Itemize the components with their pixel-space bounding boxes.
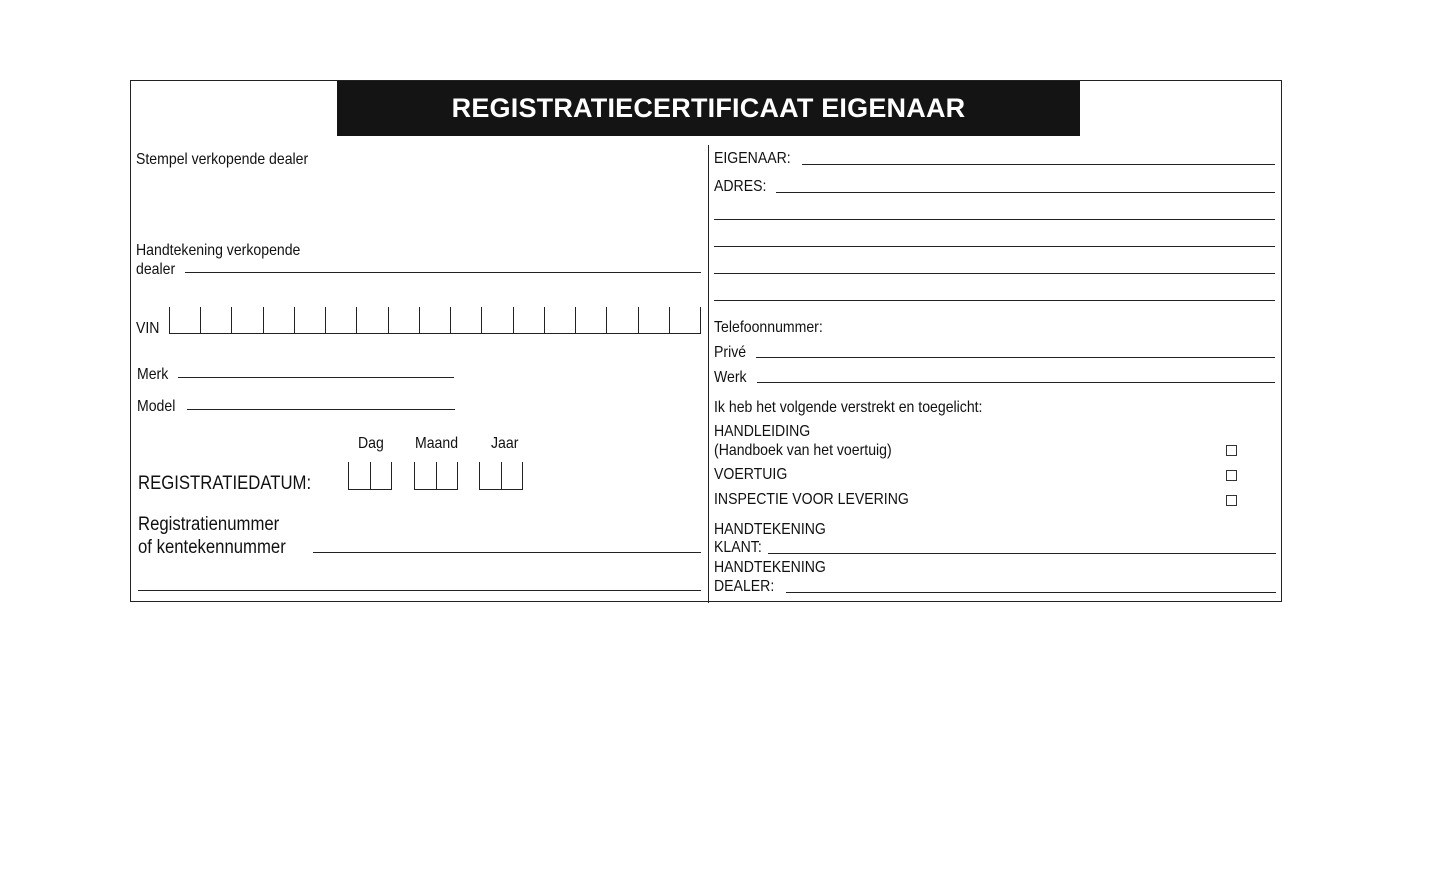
vin-box[interactable] <box>169 307 200 333</box>
private-phone-label: Privé <box>714 344 747 361</box>
year-header: Jaar <box>491 435 519 452</box>
address-line-1[interactable] <box>776 192 1275 193</box>
registration-number-line-2[interactable] <box>138 590 701 591</box>
registration-certificate-form <box>130 80 1282 602</box>
dealer-stamp-label: Stempel verkopende dealer <box>136 151 309 168</box>
address-label: ADRES: <box>714 178 767 195</box>
vin-box[interactable] <box>450 307 481 333</box>
dealer-signature-label-2: dealer <box>136 261 176 278</box>
date-box[interactable] <box>414 462 436 489</box>
vin-box[interactable] <box>513 307 544 333</box>
vin-box[interactable] <box>263 307 294 333</box>
form-title: REGISTRATIECERTIFICAAT EIGENAAR <box>337 81 1080 136</box>
address-line-4[interactable] <box>714 273 1275 274</box>
dealer-signature-label: Handtekening verkopende <box>136 242 301 259</box>
vin-input-boxes[interactable] <box>169 307 701 334</box>
private-phone-line[interactable] <box>756 357 1275 358</box>
checkbox-manual[interactable] <box>1226 445 1237 456</box>
month-header: Maand <box>415 435 459 452</box>
checklist-inspection-label: INSPECTIE VOOR LEVERING <box>714 491 909 508</box>
vin-box[interactable] <box>294 307 325 333</box>
vin-box[interactable] <box>419 307 450 333</box>
vin-box[interactable] <box>388 307 419 333</box>
work-phone-label: Werk <box>714 369 747 386</box>
vin-label: VIN <box>136 320 160 337</box>
checklist-manual-label: HANDLEIDING <box>714 423 811 440</box>
registration-date-label: REGISTRATIEDATUM: <box>138 473 312 494</box>
vin-box[interactable] <box>200 307 231 333</box>
model-line[interactable] <box>187 409 455 410</box>
column-divider <box>708 145 709 603</box>
day-header: Dag <box>358 435 384 452</box>
checklist-manual-sublabel: (Handboek van het voertuig) <box>714 442 892 459</box>
dealer-stamp-area[interactable] <box>136 173 701 235</box>
dealer-signature-line[interactable] <box>185 272 701 273</box>
date-box[interactable] <box>436 462 458 489</box>
vin-box[interactable] <box>231 307 262 333</box>
date-box[interactable] <box>501 462 523 489</box>
model-label: Model <box>137 398 176 415</box>
address-line-3[interactable] <box>714 246 1275 247</box>
checklist-vehicle-label: VOERTUIG <box>714 466 788 483</box>
customer-signature-label-2: KLANT: <box>714 539 762 556</box>
date-box[interactable] <box>479 462 501 489</box>
date-month-boxes[interactable] <box>414 462 458 490</box>
vin-box[interactable] <box>669 307 701 333</box>
phone-label: Telefoonnummer: <box>714 319 823 336</box>
vin-box[interactable] <box>638 307 669 333</box>
vin-box[interactable] <box>575 307 606 333</box>
registration-number-label: Registratienummer <box>138 514 280 535</box>
owner-label: EIGENAAR: <box>714 150 791 167</box>
dealer-signature-right-label: HANDTEKENING <box>714 559 826 576</box>
provided-label: Ik heb het volgende verstrekt en toegelicht: <box>714 399 983 416</box>
owner-line[interactable] <box>802 164 1275 165</box>
checkbox-inspection[interactable] <box>1226 495 1237 506</box>
checkbox-vehicle[interactable] <box>1226 470 1237 481</box>
vin-box[interactable] <box>481 307 512 333</box>
date-day-boxes[interactable] <box>348 462 392 490</box>
dealer-signature-right-line[interactable] <box>786 592 1276 593</box>
customer-signature-label: HANDTEKENING <box>714 521 826 538</box>
merk-label: Merk <box>137 366 169 383</box>
registration-number-line[interactable] <box>313 552 701 553</box>
date-box[interactable] <box>348 462 370 489</box>
merk-line[interactable] <box>178 377 454 378</box>
address-line-2[interactable] <box>714 219 1275 220</box>
work-phone-line[interactable] <box>757 382 1275 383</box>
address-line-5[interactable] <box>714 300 1275 301</box>
dealer-signature-right-label-2: DEALER: <box>714 578 775 595</box>
customer-signature-line[interactable] <box>768 553 1276 554</box>
vin-box[interactable] <box>606 307 637 333</box>
registration-number-label-2: of kentekennummer <box>138 537 286 558</box>
vin-box[interactable] <box>544 307 575 333</box>
vin-box[interactable] <box>356 307 387 333</box>
vin-box[interactable] <box>325 307 356 333</box>
date-box[interactable] <box>370 462 392 489</box>
date-year-boxes[interactable] <box>479 462 523 490</box>
